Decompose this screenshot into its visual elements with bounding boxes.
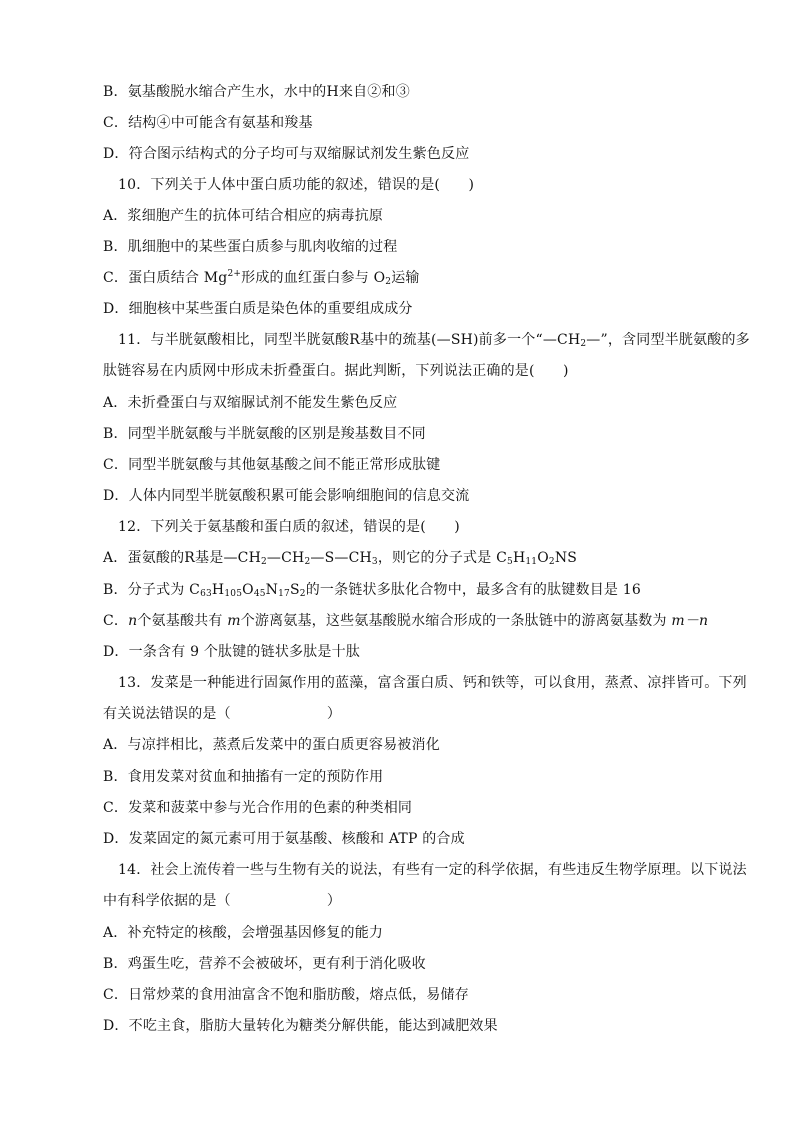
superscript: 2+: [227, 269, 242, 279]
q12-option-a-text: ，则它的分子式是 C: [377, 550, 508, 566]
q9-option-d: D．符合图示结构式的分子均可与双缩脲试剂发生紫色反应: [103, 146, 470, 162]
q12-option-a-text: O: [537, 550, 549, 566]
q12-option-b-text: H: [211, 582, 225, 598]
q12-option-a-text: —S—CH: [310, 550, 372, 566]
q14-option-d: D．不吃主食，脂肪大量转化为糖类分解供能，能达到减肥效果: [103, 1018, 498, 1034]
subscript: 2: [260, 557, 267, 567]
q14-stem-line2: [103, 891, 723, 911]
subscript: 63: [200, 589, 212, 599]
q14-stem-line1: 14．社会上流传着一些与生物有关的说法，有些有一定的科学依据，有些违反生物学原理。以下说法: [118, 862, 747, 878]
q9-option-c: C．结构④中可能含有氨基和羧基: [103, 115, 313, 131]
q14-option-c: C．日常炒菜的食用油富含不饱和脂肪酸，熔点低，易储存: [103, 987, 469, 1003]
q12-option-a-text: H: [512, 550, 526, 566]
q12-option-a: [103, 548, 723, 568]
q9-option-b: B．氨基酸脱水缩合产生水，水中的H来自②和③: [103, 84, 410, 100]
q10-option-d: D．细胞核中某些蛋白质是染色体的重要组成成分: [103, 301, 413, 317]
q14-stem-text: ）: [326, 893, 342, 909]
subscript: 105: [224, 589, 243, 599]
q10-stem: 10．下列关于人体中蛋白质功能的叙述，错误的是( ): [118, 177, 475, 193]
subscript: 45: [253, 589, 266, 599]
q12-option-c-text: C．: [103, 613, 129, 629]
q11-stem-line1: [118, 330, 750, 350]
q12-option-a-text: A．蛋氨酸的R基是—CH: [103, 550, 261, 566]
q10-option-c: [103, 268, 723, 288]
subscript: 2: [299, 589, 306, 599]
q12-option-b-text: N: [265, 582, 279, 598]
q13-stem-line1: 13．发菜是一种能进行固氮作用的蓝藻，富含蛋白质、钙和铁等，可以食用，蒸煮、凉拌皆可。下列: [118, 675, 747, 691]
subscript: 11: [525, 557, 538, 567]
q12-option-b: [103, 580, 723, 600]
subscript: 3: [371, 557, 378, 567]
q11-option-c: C．同型半胱氨酸与其他氨基酸之间不能正常形成肽键: [103, 457, 441, 473]
q14-option-b: B．鸡蛋生吃，营养不会被破坏，更有利于消化吸收: [103, 956, 426, 972]
q13-option-b: B．食用发菜对贫血和抽搐有一定的预防作用: [103, 769, 384, 785]
subscript: 2: [304, 557, 311, 567]
q12-stem: 12．下列关于氨基酸和蛋白质的叙述，错误的是( ): [118, 519, 460, 535]
q11-option-a: A．未折叠蛋白与双缩脲试剂不能发生紫色反应: [103, 395, 398, 411]
q11-option-d: D．人体内同型半胱氨酸积累可能会影响细胞间的信息交流: [103, 488, 470, 504]
q12-option-b-text: B．分子式为 C: [103, 582, 201, 598]
q14-option-a: A．补充特定的核酸，会增强基因修复的能力: [103, 925, 384, 941]
q13-stem-line2: [103, 704, 723, 724]
q12-option-c-text: 个氨基酸共有: [137, 613, 228, 629]
q11-stem-text: —”，含同型半胱氨酸的多: [586, 332, 750, 348]
q13-stem-text: ）: [326, 706, 342, 722]
q12-option-a-text: NS: [554, 550, 578, 566]
q13-option-a: A．与凉拌相比，蒸煮后发菜中的蛋白质更容易被消化: [103, 737, 440, 753]
q11-stem-line2: 肽链容易在内质网中形成未折叠蛋白。据此判断，下列说法正确的是( ): [103, 363, 569, 379]
q12-option-a-text: —CH: [266, 550, 305, 566]
q14-stem-text: 中有科学依据的是（: [103, 893, 231, 909]
variable-n: n: [128, 613, 138, 629]
q13-stem-text: 有关说法错误的是（: [103, 706, 231, 722]
subscript: 2: [580, 339, 587, 349]
q10-option-a: A．浆细胞产生的抗体可结合相应的病毒抗原: [103, 208, 384, 224]
subscript: 5: [507, 557, 513, 567]
q12-option-c-text: 个游离氨基，这些氨基酸脱水缩合形成的一条肽链中的游离氨基数为: [240, 613, 672, 629]
q10-option-c-text: 运输: [391, 270, 420, 286]
expression-m-minus-n: m－n: [671, 613, 709, 629]
q12-option-b-text: 的一条链状多肽化合物中，最多含有的肽键数目是 16: [305, 582, 641, 598]
q11-stem-text: 11．与半胱氨酸相比，同型半胱氨酸R基中的巯基(—SH)前多一个“—CH: [118, 332, 581, 348]
q13-option-c: C．发菜和菠菜中参与光合作用的色素的种类相同: [103, 800, 413, 816]
q12-option-d: D．一条含有 9 个肽键的链状多肽是十肽: [103, 644, 361, 660]
subscript: 2: [548, 557, 555, 567]
q10-option-c-text: C．蛋白质结合 Mg: [103, 270, 228, 286]
subscript: 2: [385, 277, 392, 287]
q11-option-b: B．同型半胱氨酸与半胱氨酸的区别是羧基数目不同: [103, 426, 426, 442]
q12-option-b-text: S: [289, 582, 300, 598]
subscript: 17: [278, 589, 290, 599]
q10-option-b: B．肌细胞中的某些蛋白质参与肌肉收缩的过程: [103, 239, 398, 255]
q13-option-d: D．发菜固定的氮元素可用于氨基酸、核酸和 ATP 的合成: [103, 831, 465, 847]
q12-option-b-text: O: [242, 582, 254, 598]
variable-m: m: [227, 613, 241, 629]
q10-option-c-text: 形成的血红蛋白参与 O: [241, 270, 386, 286]
q12-option-c: [103, 611, 723, 631]
